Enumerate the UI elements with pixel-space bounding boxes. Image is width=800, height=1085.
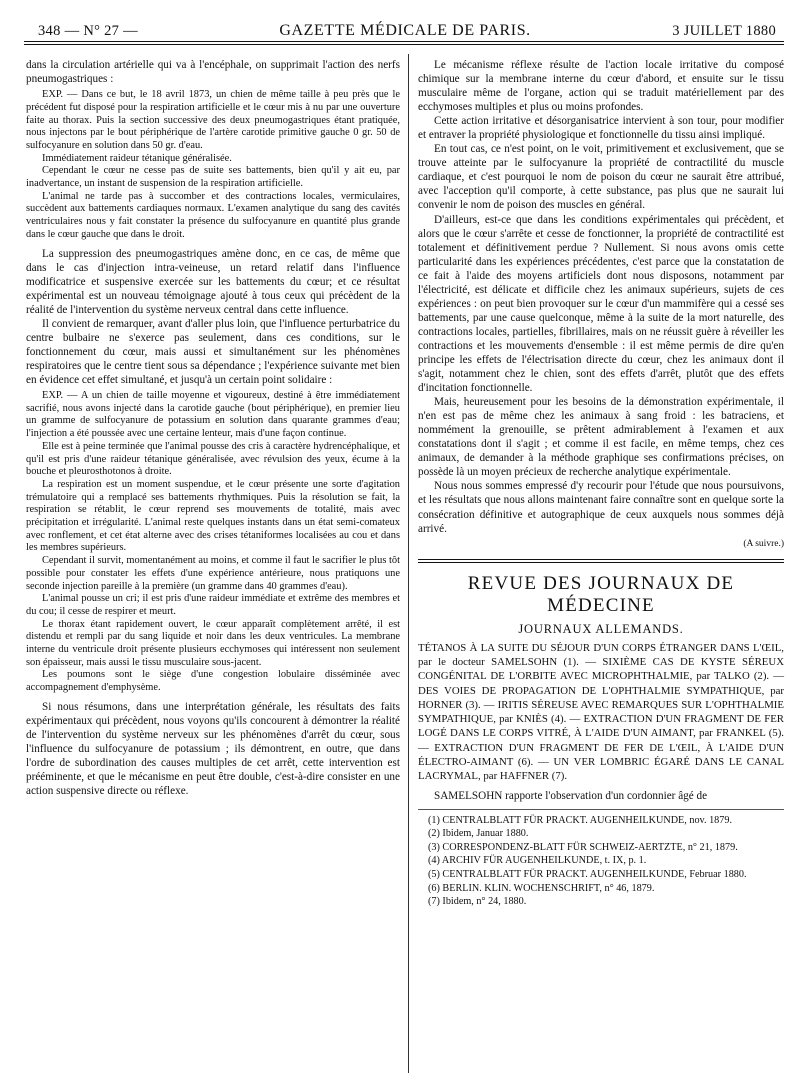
- footnote: (3) CORRESPONDENZ-BLATT FÜR SCHWEIZ-AERTZTE, n° 21, 1879.: [428, 841, 738, 853]
- paragraph: L'animal pousse un cri; il est pris d'une raideur immédiate et extrême des membres et du cou; il cesse de respirer et meurt.: [26, 593, 400, 617]
- paragraph: dans la circulation artérielle qui va à l'encéphale, on supprimait l'action des nerfs pneumogastriques :: [26, 59, 400, 86]
- header-rule-thin: [24, 44, 784, 45]
- journaux-subheading: JOURNAUX ALLEMANDS.: [518, 621, 684, 636]
- paragraph: La respiration est un moment suspendue, et le cœur présente une sorte d'agitation trémulatoire qui a remplacé ses battements rhythmiques. Puis la résolution se fait, la respiration se rétablit, le cœur reprend ses mouvements de totalité, mais avec précipitation et irrégularité. L'animal reste quelques instants dans un état semi-comateux avec ronflement, et cet état alterne avec des crises tétaniformes localisées au cou et dans les membres supérieurs.: [26, 478, 400, 554]
- issue-number: — N° 27 —: [64, 23, 138, 39]
- footnote: (4) ARCHIV FÜR AUGENHEILKUNDE, t. IX, p. 1.: [428, 855, 647, 867]
- paragraph: Les poumons sont le siège d'une congestion lobulaire disséminée avec accompagnement d'emphysème.: [26, 669, 400, 694]
- paragraph: Nous nous sommes empressé d'y recourir pour l'étude que nous poursuivons, et les résultats que nous allons maintenant faire connaître sont en quelque sorte la consécration définitive et autographique de ceux auxquels nous sommes déjà arrivé.: [418, 480, 784, 535]
- paragraph: Elle est à peine terminée que l'animal pousse des cris à caractère hydrencéphalique, et qu'il est pris d'une raideur tétanique généralisée, avec révulsion des yeux, écume à la bouche et pleurosthotonos à droite.: [26, 440, 400, 478]
- paragraph: Cependant le cœur ne cesse pas de suite ses battements, bien qu'il y ait eu, par inadvertance, un instant de suspension de la respiration artificielle.: [26, 165, 400, 190]
- footnote: (2) Ibidem, Januar 1880.: [428, 828, 529, 840]
- article-continuation: [418, 58, 784, 536]
- paragraph: Si nous résumons, dans une interprétation générale, les résultats des faits expérimentaux qui précèdent, nous voyons qu'ils concourent à démontrer la réalité de l'intervention du système nerveux sur les phénomènes d'arrêt du cœur, sous l'influence du sulfocyanure de potassium ; ils démontrent, en outre, que dans l'ordre de subordination des causes multiples de cet arrêt, cette intervention est prééminente, et que le mécanisme en peut être double, c'est-à-dire consister en une action suspensive directe ou réflexe.: [26, 700, 400, 798]
- paragraph: En tout cas, ce n'est point, on le voit, primitivement et exclusivement, que se trouve atteinte par le sulfocyanure la propriété de contractilité du muscle cardiaque, et c'est pourquoi le nom de poison du cœur ne saurait être attribué, avec l'acception qu'il comporte, à cette substance, pas plus que ne saurait lui convenir le nom de poison des muscles en général.: [418, 143, 784, 212]
- paragraph: Le mécanisme réflexe résulte de l'action locale irritative du composé chimique sur la membrane interne du cœur d'abord, et ensuite sur le tissu musculaire même de l'organe, action qui se traduit matériellement par des ecchymoses multiples et plus ou moins profondes.: [418, 59, 784, 114]
- samelsohn-paragraph: SAMELSOHN rapporte l'observation d'un cordonnier âgé de: [434, 789, 708, 802]
- revue-heading: REVUE DES JOURNAUX DE MÉDECINE: [467, 572, 735, 616]
- paragraph: Mais, heureusement pour les besoins de la démonstration expérimentale, il n'en est pas de même chez les animaux à sang froid : les batraciens, et nommément la grenouille, se prêtent admirablement à l'examen et aux constatations dont il s'agit ; et comme il est facile, en même temps, chez ces animaux, de demander à la méthode graphique ses confirmations précises, on possède là un moyen précieux de recherche analytique expérimentale.: [418, 396, 784, 479]
- paragraph: EXP. — Dans ce but, le 18 avril 1873, un chien de même taille à peu près que le précédent fut disposé pour la respiration artificielle et le cœur mis à nu par une ouverture faite au thorax. Puis la section successive des deux pneumogastriques étant pratiquée, nous injectons par le bout périphérique de l'artère carotide primitive gauche 0 gr. 50 de sulfocyanure en solution dans 50 gr. d'eau.: [26, 89, 400, 151]
- paragraph: La suppression des pneumogastriques amène donc, en ce cas, de même que dans le cas d'injection intra-veineuse, un retard relatif dans l'influence modificatrice et suspensive exercée sur les battements du cœur; et ce résultat expérimental est un nouveau témoignage ajouté à tous ceux qui précèdent de la réalité de l'intervention du système nerveux central dans cette influence.: [26, 247, 400, 316]
- paragraph: D'ailleurs, est-ce que dans les conditions expérimentales qui précèdent, et alors que le cœur s'arrête et cesse de fonctionner, la propriété de contractilité est totalement et définitivement perdue ? Nullement. Si nous avons omis cette particularité dans les expériences précédentes, c'est parce que la constatation de ce fait à l'aide des moyens artificiels dont nous disposons, notamment par l'électricité, est délicate et difficile chez les animaux supérieurs, sujets de ces expériences : on peut bien provoquer sur le cœur d'un mammifère qui a cessé ses battements, par une cause quelconque, même à la suite de la mort naturelle, des contractions locales, partielles, fibrillaires, mais on ne réussit guère à réveiller les contractions et les mouvements d'ensemble : il est même permis de dire qu'en principe les effets de l'électrisation directe du cœur, chez les animaux dont il s'agit, notamment chez le chien, sont des effets d'arrêt, plutôt que des effets d'incitation fonctionnelle.: [418, 213, 784, 395]
- footnote: (5) CENTRALBLATT FÜR PRACKT. AUGENHEILKUNDE, Februar 1880.: [428, 869, 747, 881]
- footnote: (7) Ibidem, n° 24, 1880.: [428, 896, 527, 908]
- header-rule: [24, 41, 784, 42]
- to-be-continued: (A suivre.): [743, 538, 784, 549]
- section-rule-thin: [418, 562, 784, 563]
- paragraph: Cette action irritative et désorganisatrice intervient à son tour, pour modifier et entraver la propriété physiologique et fonctionnelle du tissu ainsi impliqué.: [418, 115, 784, 142]
- paragraph: Cependant il survit, momentanément au moins, et comme il faut le sacrifier le plus tôt possible pour constater les effets d'une expérience antérieure, nous pratiquons une seconde injection pareille à la première (un gramme dans 40 grammes d'eau).: [26, 555, 400, 592]
- articles-summary: TÉTANOS À LA SUITE DU SÉJOUR D'UN CORPS ÉTRANGER DANS L'ŒIL, par le docteur SAMELSOHN (1). — SIXIÈME CAS DE KYSTE SÉREUX CONGÉNITAL DE L'ORBITE AVEC MICROPHTHALMIE, par TALKO (2). — DES VOIES DE PROPAGATION DE L'OPHTHALMIE SYMPATHIQUE, par HORNER (3). — IRITIS SÉREUSE AVEC REMARQUES SUR L'OPHTHALMIE SYMPATHIQUE, par KNIÈS (4). — EXTRACTION D'UN FRAGMENT DE FER LOGÉ DANS LE CORPS VITRÉ, À L'AIDE D'UN AIMANT, par FRANKEL (5). — EXTRACTION D'UN FRAGMENT DE FER DE L'ŒIL, À L'AIDE D'UN ÉLECTRO-AIMANT (6). — UN VER LOMBRIC ÉGARÉ DANS LE CANAL LACRYMAL, par HAFFNER (7).: [418, 641, 784, 783]
- footnote: (1) CENTRALBLATT FÜR PRACKT. AUGENHEILKUNDE, nov. 1879.: [428, 814, 733, 826]
- journal-title: GAZETTE MÉDICALE DE PARIS.: [279, 22, 531, 39]
- paragraph: Immédiatement raideur tétanique généralisée.: [42, 152, 232, 164]
- footnotes: [418, 809, 784, 909]
- paragraph: EXP. — A un chien de taille moyenne et vigoureux, destiné à être immédiatement sacrifié, nous avons injecté dans la carotide gauche (bout périphérique), en premier lieu un gramme de sulfocyanure de potassium en solution dans quarante grammes d'eau; l'injection a été poussée avec une certaine lenteur, mais d'une façon continue.: [26, 390, 400, 440]
- page-number-issue: [38, 23, 138, 40]
- left-column: [26, 58, 400, 798]
- column-divider: [408, 54, 409, 1073]
- page-number: 348: [38, 23, 61, 39]
- page-header: [38, 18, 776, 40]
- paragraph: L'animal ne tarde pas à succomber et des contractions locales, vermiculaires, succèdent aux battements cardiaques normaux. L'examen analytique du sang des cavités ventriculaires nous y fait constater la présence du sulfocyanure en quantité plus grande dans le cœur gauche que dans le droit.: [26, 190, 400, 240]
- issue-date: 3 JUILLET 1880: [672, 23, 776, 39]
- paragraph: Il convient de remarquer, avant d'aller plus loin, que l'influence perturbatrice du centre bulbaire ne s'exerce pas seulement, dans ces conditions, sur le fonctionnement du cœur, mais aussi et simultanément sur les phénomènes respiratoires que le centre tient sous sa dépendance ; l'expérience suivante met bien en évidence cet effet simultané, et jusqu'à un certain point solidaire :: [26, 317, 400, 386]
- footnote: (6) BERLIN. KLIN. WOCHENSCHRIFT, n° 46, 1879.: [428, 882, 655, 894]
- right-column: [418, 58, 784, 909]
- paragraph: Le thorax étant rapidement ouvert, le cœur apparaît complètement arrêté, il est distendu et rempli par du sang liquide et noir dans les deux ventricules. La membrane interne du ventricule droit présente plusieurs ecchymoses qui intéressent non seulement son épaisseur, mais aussi le tissu musculaire sous-jacent.: [26, 618, 400, 668]
- section-rule: [418, 559, 784, 560]
